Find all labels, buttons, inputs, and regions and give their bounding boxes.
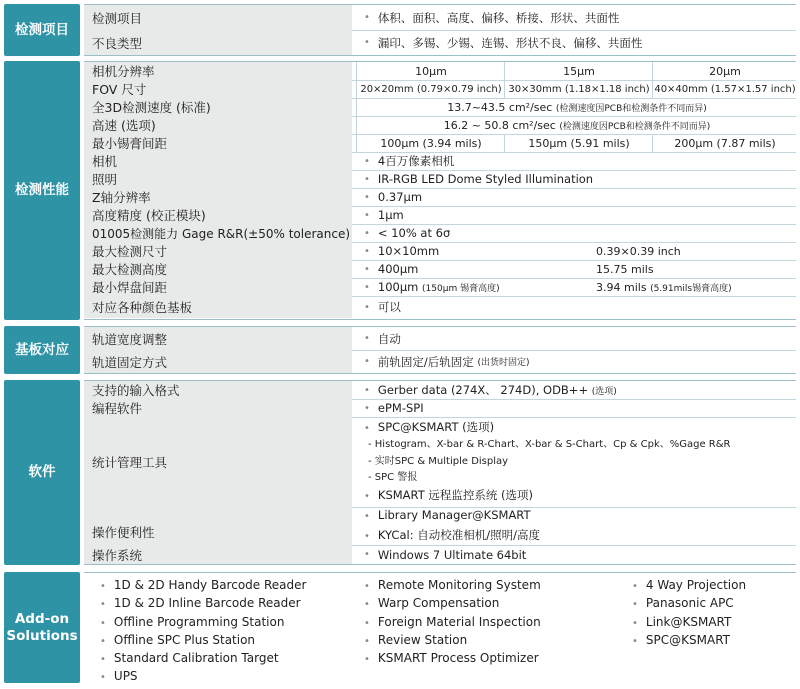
spec-row (84, 417, 796, 508)
spec-label: 最小锡膏间距 (84, 134, 352, 152)
spec-row (84, 260, 796, 279)
spec-value: • 0.37μm (364, 190, 423, 204)
spec-value: • Windows 7 Ultimate 64bit (364, 547, 527, 562)
spec-label: 编程软件 (84, 399, 352, 417)
list-item: • Offline Programming Station (100, 614, 285, 629)
addon-list-2 (356, 577, 541, 668)
spec-cell: 30×30mm (1.18×1.18 inch) (504, 80, 653, 98)
section-body (84, 4, 796, 56)
list-item: • Foreign Material Inspection (364, 614, 541, 629)
section-performance (4, 61, 796, 320)
spec-row (84, 98, 796, 117)
spec-label: 不良类型 (84, 30, 352, 55)
spec-value: • 自动 (364, 331, 401, 346)
spec-label: 照明 (84, 170, 352, 188)
section-label: 检测性能 (4, 61, 80, 320)
spec-value: • 前轨固定/后轨固定 (出货时固定) (364, 354, 530, 369)
section-board (4, 326, 796, 374)
spec-value: • 100μm (150μm 锡膏高度) (364, 280, 500, 294)
section-body (84, 61, 796, 320)
spec-row (84, 152, 796, 171)
spec-row (84, 242, 796, 261)
spec-label: 全3D检测速度 (标准) (84, 98, 352, 116)
spec-label: 最小焊盘间距 (84, 278, 352, 296)
spec-label: 统计管理工具 (84, 417, 352, 507)
section-body (84, 326, 796, 374)
spec-cell: 100μm (3.94 mils) (356, 134, 505, 152)
spec-cell: 200μm (7.87 mils) (652, 134, 797, 152)
spec-row (84, 170, 796, 189)
section-body (84, 380, 796, 565)
list-item: • Review Station (364, 632, 468, 647)
spec-label: 最大检测高度 (84, 260, 352, 278)
list-item: • Offline SPC Plus Station (100, 632, 256, 647)
spec-cell: 20×20mm (0.79×0.79 inch) (356, 80, 505, 98)
spec-cell: 15μm (504, 62, 653, 80)
spec-row (84, 134, 796, 153)
spec-label: 对应各种颜色基板 (84, 296, 352, 318)
spec-cell: 3.94 mils (5.91mils锡膏高度) (596, 280, 732, 294)
section-addon (4, 572, 796, 683)
spec-row (84, 224, 796, 243)
list-item: • SPC@KSMART (632, 632, 730, 647)
spec-label: 检测项目 (84, 5, 352, 30)
list-item: • Warp Compensation (364, 596, 500, 611)
spec-row (84, 381, 796, 400)
spec-cell: 0.39×0.39 inch (596, 244, 681, 258)
section-inspection-items (4, 4, 796, 56)
spec-value: • 400μm (364, 262, 419, 276)
spec-cell: 15.75 mils (596, 262, 654, 276)
spec-row (84, 206, 796, 225)
list-item: • Link@KSMART (632, 614, 732, 629)
spec-row (84, 507, 796, 546)
spec-row (84, 30, 796, 55)
section-label: Add-on Solutions (4, 572, 80, 683)
section-software (4, 380, 796, 565)
spec-value: • 10×10mm (364, 244, 440, 258)
section-body (84, 572, 796, 683)
spec-value: • Gerber data (274X、 274D), ODB++ (选项) (364, 383, 617, 397)
spec-row (84, 116, 796, 135)
list-item: • 1D & 2D Handy Barcode Reader (100, 578, 307, 592)
spec-label: 最大检测尺寸 (84, 242, 352, 260)
spec-value: • SPC@KSMART (选项) - Histogram、X-bar & R-Chart、X-bar & S-Chart、Cp & Cpk、%Gage R&R - 实时SPC & Multiple Display - SPC 警报 • KSMART 远程监控系统 (选项) (364, 419, 731, 502)
spec-row (84, 399, 796, 418)
spec-label: 01005检测能力 Gage R&R(±50% tolerance) (84, 224, 352, 242)
spec-cell: 16.2 ~ 50.8 cm²/sec (检测速度因PCB和检测条件不同而异) (356, 116, 797, 134)
list-item: • 1D & 2D Inline Barcode Reader (100, 596, 301, 611)
list-item: • Standard Calibration Target (100, 651, 279, 666)
spec-value: • 体积、面积、高度、偏移、桥接、形状、共面性 (364, 10, 620, 25)
section-label: 软件 (4, 380, 80, 565)
spec-label: 操作便利性 (84, 507, 352, 545)
spec-label: 相机分辨率 (84, 62, 352, 80)
spec-row (84, 62, 796, 81)
list-item: • 4 Way Projection (632, 578, 747, 592)
list-item: • Remote Monitoring System (364, 578, 541, 592)
spec-cell: 20μm (652, 62, 797, 80)
spec-value: • Library Manager@KSMART • KYCal: 自动校准相机/照明/高度 (364, 508, 540, 542)
spec-row (84, 188, 796, 207)
spec-value: • 可以 (364, 300, 401, 314)
spec-label: 支持的输入格式 (84, 381, 352, 399)
spec-label: Z轴分辨率 (84, 188, 352, 206)
spec-label: 操作系统 (84, 545, 352, 564)
section-label: 基板对应 (4, 326, 80, 374)
section-label: 检测项目 (4, 4, 80, 56)
spec-label: 高速 (选项) (84, 116, 352, 134)
spec-label: 相机 (84, 152, 352, 170)
spec-value: • 1μm (364, 208, 404, 222)
spec-row (84, 278, 796, 297)
spec-row (84, 296, 796, 318)
spec-value: • 漏印、多锡、少锡、连锡、形状不良、偏移、共面性 (364, 35, 643, 50)
spec-row (84, 80, 796, 99)
spec-row (84, 5, 796, 31)
spec-cell: 150μm (5.91 mils) (504, 134, 653, 152)
spec-value: • ePM-SPI (364, 401, 424, 415)
spec-row (84, 327, 796, 351)
spec-label: 轨道固定方式 (84, 350, 352, 373)
spec-value: • 4百万像素相机 (364, 154, 455, 168)
list-item: • Panasonic APC (632, 596, 734, 611)
spec-value: • IR-RGB LED Dome Styled Illumination (364, 172, 594, 186)
spec-row (84, 545, 796, 564)
spec-cell: 10μm (356, 62, 505, 80)
addon-list-3 (624, 577, 746, 650)
spec-label: 高度精度 (校正模块) (84, 206, 352, 224)
list-item: • KSMART Process Optimizer (364, 651, 539, 666)
list-item: • UPS (100, 669, 138, 684)
addon-list-1 (92, 577, 306, 687)
spec-label: FOV 尺寸 (84, 80, 352, 98)
spec-cell: 13.7~43.5 cm²/sec (检测速度因PCB和检测条件不同而异) (356, 98, 797, 116)
spec-label: 轨道宽度调整 (84, 327, 352, 350)
spec-row (84, 350, 796, 373)
spec-cell: 40×40mm (1.57×1.57 inch) (652, 80, 797, 98)
spec-value: • < 10% at 6σ (364, 226, 451, 240)
